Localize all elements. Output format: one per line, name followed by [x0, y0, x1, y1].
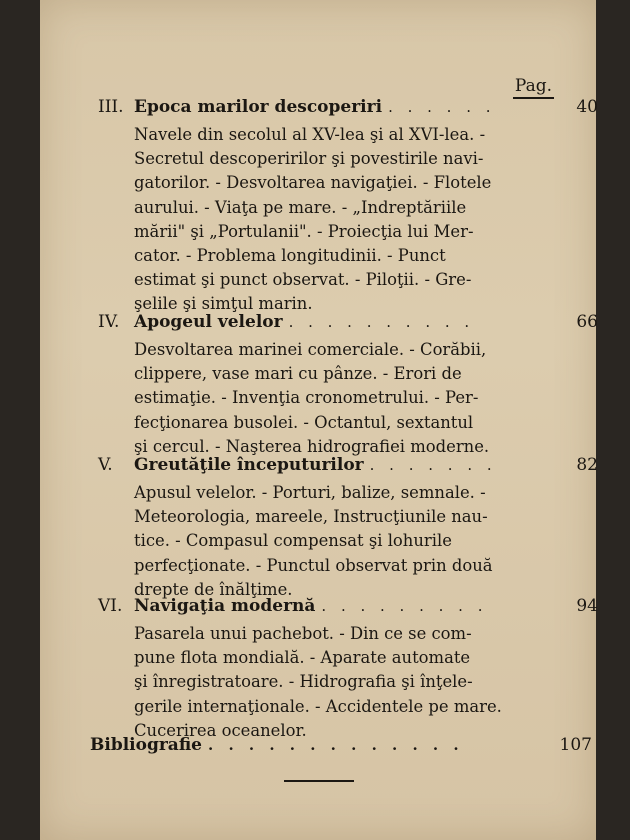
toc-entry-iv: [98, 312, 598, 459]
book-page: [40, 0, 596, 840]
leader-dots: . . . . . . .: [369, 456, 497, 474]
closing-rule: [284, 780, 354, 782]
chapter-number: IV.: [98, 312, 120, 332]
bibliography-title: Bibliografie: [90, 735, 203, 755]
toc-entry-iii: [98, 97, 598, 317]
chapter-description: Desvoltarea marinei comerciale. - Corăbii, clippere, vase mari cu pânze. - Erori de estimaţie. - Invenţia cronometrului. - Per- fecţionarea busolei. - Octantul, sextantul şi cercul. - Naşterea hidrografiei moderne.: [134, 340, 490, 456]
chapter-number: V.: [98, 455, 113, 475]
leader-dots: . . . . . . . . . .: [288, 313, 475, 331]
leader-dots: . . . . . . . . .: [321, 597, 488, 615]
chapter-description: Navele din secolul al XV-lea şi al XVI-lea. - Secretul descoperirilor şi povestirile navi- gatorilor. - Desvoltarea navigaţiei. - Flotele aurului. - Viaţa pe mare. - „Indreptăriile mării" şi „Portulanii". - Proiecţia lui Mer- cator. - Problema longitudinii. - Punct estimat şi punct observat. - Piloţii. - Gre- şelile şi simţul marin.: [134, 125, 492, 314]
leader-dots: . . . . . .: [388, 98, 496, 116]
chapter-description: Pasarela unui pachebot. - Din ce se com- pune flota mondială. - Aparate automate şi înregistratoare. - Hidrografia şi înţele- gerile internaţionale. - Accidentele pe mare. Cucerirea oceanelor.: [134, 624, 502, 740]
page-number: 40: [576, 97, 598, 117]
toc-entry-vi: [98, 596, 598, 743]
toc-entry-bibliography: [90, 735, 592, 755]
toc-entry-v: [98, 455, 598, 602]
page-number: 94: [576, 596, 598, 616]
chapter-number: III.: [98, 97, 124, 117]
page-column-header: Pag.: [513, 76, 554, 99]
chapter-description: Apusul velelor. - Porturi, balize, semnale. - Meteorologia, mareele, Instrucţiunile nau- tice. - Compasul compensat şi lohurile perfecţionate. - Punctul observat prin două drepte de înălţime.: [134, 483, 493, 599]
page-number: 66: [576, 312, 598, 332]
chapter-title: Navigaţia modernă: [134, 596, 316, 616]
chapter-title: Greutăţile începuturilor: [134, 455, 364, 475]
chapter-number: VI.: [98, 596, 123, 616]
chapter-title: Epoca marilor descoperiri: [134, 97, 383, 117]
page-number: 82: [576, 455, 598, 475]
chapter-title: Apogeul velelor: [134, 312, 283, 332]
page-number: 107: [559, 735, 592, 755]
leader-dots: . . . . . . . . . . . . .: [208, 736, 464, 754]
